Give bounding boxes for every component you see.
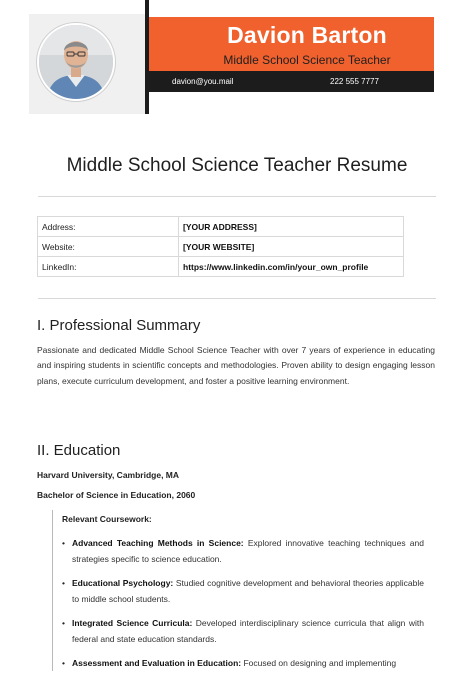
course-desc: Developed interdisciplinary science curricula that align with federal and state education standards. (72, 618, 424, 644)
course-name: Educational Psychology: (72, 578, 174, 588)
header-phone: 222 555 7777 (330, 77, 379, 86)
candidate-name: Davion Barton (227, 22, 387, 48)
coursework-bar (52, 510, 53, 671)
course-name: Advanced Teaching Methods in Science: (72, 538, 244, 548)
contact-row-address (38, 217, 404, 237)
coursework-list (62, 536, 424, 696)
education-degree: Bachelor of Science in Education, 2060 (37, 490, 196, 500)
course-name: Assessment and Evaluation in Education: (72, 658, 242, 668)
contact-label: Address: (38, 217, 179, 237)
contact-value: [YOUR WEBSITE] (179, 237, 404, 257)
coursework-title: Relevant Coursework: (62, 514, 152, 524)
contact-row-linkedin (38, 257, 404, 277)
education-heading: II. Education (37, 442, 121, 459)
course-desc: Explored innovative teaching techniques and strategies specific to science education. (72, 538, 424, 564)
person-photo-icon (39, 25, 113, 99)
list-item (62, 536, 424, 576)
course-desc: Focused on designing and implementing (243, 658, 397, 668)
header-email[interactable]: davion@you.mail (172, 77, 234, 86)
candidate-role: Middle School Science Teacher (223, 53, 391, 67)
course-desc: Studied cognitive development and behavioral theories applicable to middle school students. (72, 578, 425, 604)
contact-value: [YOUR ADDRESS] (179, 217, 404, 237)
course-name: Integrated Science Curricula: (72, 618, 193, 628)
summary-text: Passionate and dedicated Middle School Science Teacher with over 7 years of experience in educating and inspiring students in scientific concepts and methodologies. Proven ability to design engaging lesson plans, execute curriculum development, and foster a positive learning environment. (37, 345, 435, 386)
contact-table (37, 216, 404, 277)
list-item (62, 616, 424, 656)
contact-label: LinkedIn: (38, 257, 179, 277)
education-school: Harvard University, Cambridge, MA (37, 470, 180, 480)
title-divider (38, 196, 436, 197)
contact-row-website (38, 237, 404, 257)
contact-value-link[interactable]: https://www.linkedin.com/in/your_own_profile (179, 257, 404, 277)
contact-divider (38, 298, 436, 299)
profile-photo (37, 23, 115, 101)
list-item (62, 656, 424, 696)
contact-label: Website: (38, 237, 179, 257)
document-title: Middle School Science Teacher Resume (66, 155, 408, 176)
summary-heading: I. Professional Summary (37, 317, 201, 334)
list-item (62, 576, 424, 616)
